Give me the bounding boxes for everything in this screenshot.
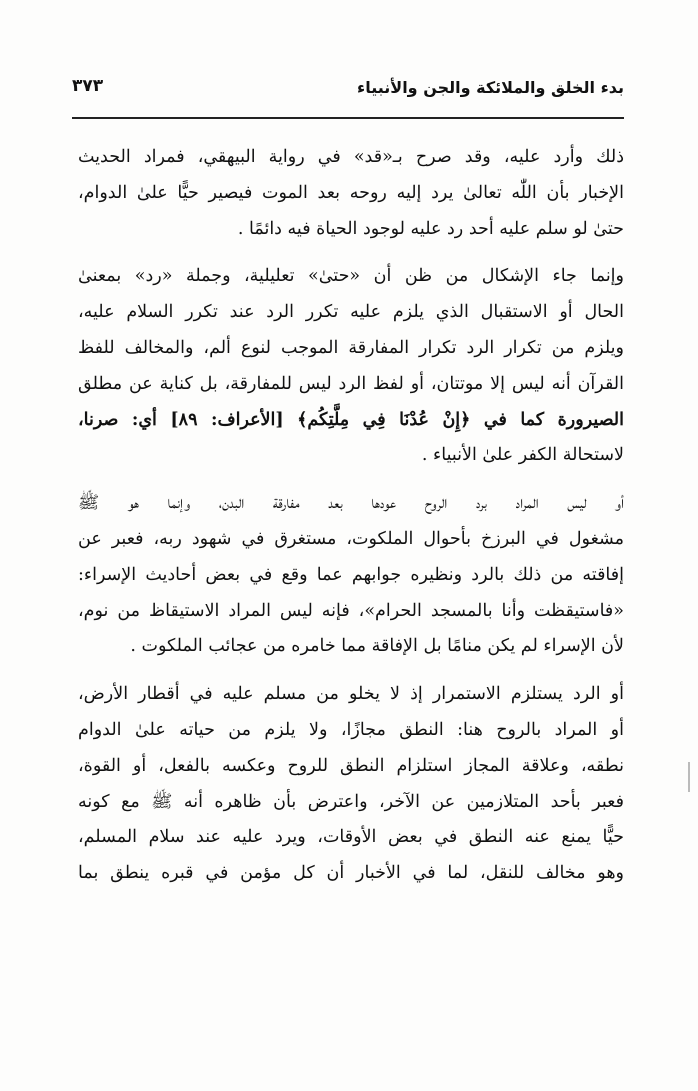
margin-mark (688, 762, 690, 792)
text-line: نطقه، وعلاقة المجاز استلزام النطق للروح وعكسه بالفعل، أو القوة، (78, 755, 624, 776)
text-line: الإخبار بأن اللّٰه تعالىٰ يرد إليه روحه بعد الموت فيصير حيًّا علىٰ الدوام، (78, 182, 624, 203)
text-line: الحال أو الاستقبال الذي يلزم عليه تكرر الرد عند تكرر السلام عليه، (78, 302, 624, 323)
paragraph-3 (78, 486, 624, 665)
paragraph-4 (78, 677, 624, 892)
page-body (78, 140, 624, 904)
text-line: القرآن أنه ليس إلا موتتان، أو لفظ الرد ليس للمفارقة، بل كناية عن مطلق (78, 373, 624, 394)
text-line: أو الرد يستلزم الاستمرار إذ لا يخلو من مسلم عليه في أقطار الأرض، (78, 684, 624, 705)
text-line: لاستحالة الكفر علىٰ الأنبياء . (421, 445, 624, 466)
text-line: حتىٰ لو سلم عليه أحد رد عليه لوجود الحياة فيه دائمًا . (237, 218, 624, 239)
text-line: حيًّا يمنع عنه النطق في بعض الأوقات، ويرد عليه عند سلام المسلم، (78, 827, 624, 848)
page-header (72, 70, 624, 110)
text-line: أو ليس المراد برد الروح عودها بعد مفارقة البدن، وإنما هو ﷺ (78, 493, 624, 514)
text-line: مشغول في البرزخ بأحوال الملكوت، مستغرق في شهود ربه، فعبر عن (78, 528, 624, 549)
paragraph-2 (78, 259, 624, 474)
text-line: ذلك وأرد عليه، وقد صرح بـ«قد» في رواية البيهقي، فمراد الحديث (78, 147, 624, 167)
text-line: فعبر بأحد المتلازمين عن الآخر، واعترض بأن ظاهره أنه ﷺ مع كونه (78, 791, 624, 812)
text-line: إفاقته من ذلك بالرد ونظيره جوابهم عما وقع في بعض أحاديث الإسراء: (78, 564, 624, 585)
text-line: وهو مخالف للنقل، لما في الأخبار أن كل مؤمن في قبره ينطق بما (78, 863, 624, 884)
text-line-hadith-quote: «فاستيقظت وأنا بالمسجد الحرام»، فإنه ليس المراد الاستيقاظ من نوم، (78, 600, 624, 621)
text-line: لأن الإسراء لم يكن منامًا بل الإفاقة مما خامره من عجائب الملكوت . (130, 636, 624, 657)
paragraph-1 (78, 140, 624, 247)
text-line-quran-citation: الصيرورة كما في ﴿إِنْ عُدْنَا فِي مِلَّتِكُم﴾ [الأعراف: ٨٩] أي: صرنا، (78, 409, 624, 430)
text-line: أو المراد بالروح هنا: النطق مجازًا، ولا يلزم من حياته علىٰ الدوام (78, 719, 624, 740)
page-number: ٣٧٣ (72, 76, 104, 96)
text-line: وإنما جاء الإشكال من ظن أن «حتىٰ» تعليلية، وجملة «رد» بمعنىٰ (78, 266, 624, 287)
text-line: ويلزم من تكرار الرد تكرار المفارقة الموجب لنوع ألم، والمخالف للفظ (78, 337, 624, 358)
running-title: بدء الخلق والملائكة والجن والأنبياء (357, 78, 624, 97)
header-divider (72, 117, 624, 119)
